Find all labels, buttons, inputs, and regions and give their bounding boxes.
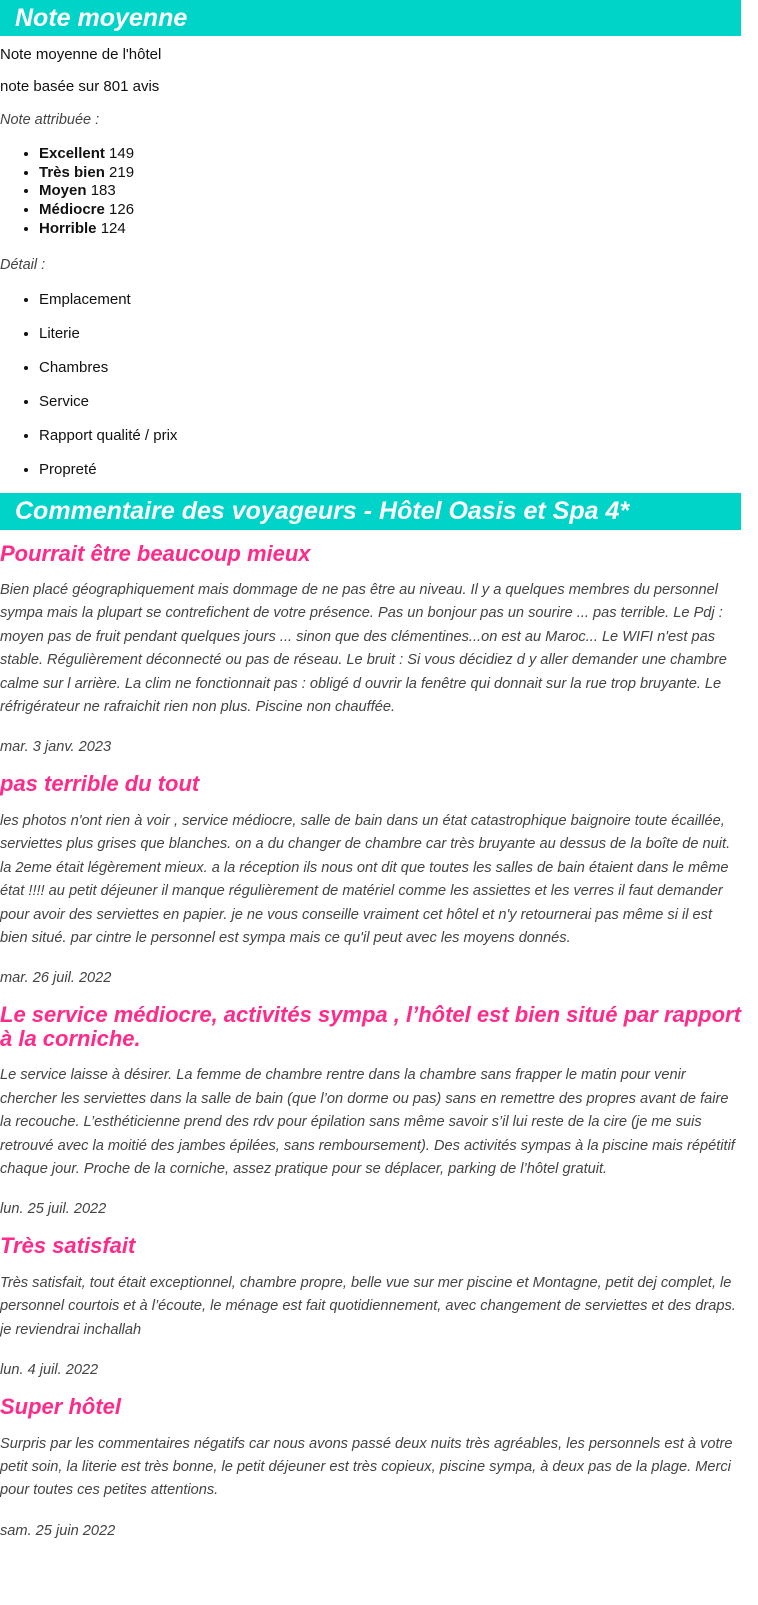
rating-distribution-list [0,145,758,239]
rating-count-value: 124 [100,219,126,237]
review-body: Très satisfait, tout était exceptionnel, chambre propre, belle vue sur mer piscine et Montagne, petit dej complet, le personnel courtois et à l’écoute, le ménage est fait quotidiennement, avec changement de serviettes et des draps. je reviendrai inchallah [0,1274,736,1338]
rating-count-item [39,164,758,183]
detail-item-cleanliness: • Propreté [39,461,758,479]
review-item [0,1003,758,1217]
review-item [0,542,758,756]
review-body: Bien placé géographiquement mais dommage de ne pas être au niveau. Il y a quelques membres du personnel sympa mais la plupart se contrefichent de votre présence. Pas un bonjour pas un sourire ... pas terrible. Le Pdj : moyen pas de fruit pendant quelques jours ... sinon que des clémentines...on est au Maroc... Le WIFI n'est pas stable. Régulièrement déconnecté ou pas de réseau. Le bruit : Si vous décidiez d y aller demander une chambre calme sur l arrière. La clim ne fonctionnait pas : obligé d ouvrir la fenêtre qui donnait sur la rue trop bruyante. Le réfrigérateur ne rafraichit rien non plus. Piscine non chauffée. [0,582,727,716]
rating-count-label: Excellent [39,145,105,162]
review-item [0,1234,758,1378]
review-date: lun. 4 juil. 2022 [0,1362,99,1379]
rating-count-label: Très bien [39,163,105,181]
detail-item-bedding: • Literie [39,325,758,343]
review-item [0,772,758,986]
rating-count-value: 219 [109,163,135,181]
review-count: note basée sur 801 avis [0,78,160,95]
rating-count-value: 149 [109,145,135,162]
rating-detail-list [0,291,758,479]
review-body: les photos n'ont rien à voir , service médiocre, salle de bain dans un état catastrophique baignoire toute écaillée, serviettes plus grises que blanches. on a du changer de chambre car très bruyante au dessus de la boîte de nuit. la 2eme était légèrement mieux. a la réception ils nous ont dit que toutes les salles de bain étaient dans le même état !!!! au petit déjeuner il manque régulièrement de matériel comme les assiettes et les verres il faut demander pour avoir des serviettes en papier. je ne vous conseille vraiment cet hôtel et n'y retournerai pas même si il est bien situé. par cintre le personnel est sympa mais ce qu'il peut avec les moyens donnés. [0,812,731,946]
average-rating-label: Note moyenne de l'hôtel [0,46,162,63]
review-title: Pourrait être beaucoup mieux [0,540,311,566]
attributed-rating-label: Note attribuée : [0,112,100,128]
review-title: pas terrible du tout [0,771,200,797]
rating-count-label: Horrible [39,219,97,237]
review-body: Le service laisse à désirer. La femme de chambre rentre dans la chambre sans frapper le matin pour venir chercher les serviettes dans la salle de bain (que l’on dorme ou pas) sans en remettre des propres avant de faire la recouche. L’esthéticienne prend des rdv pour épilation sans même savoir s’il lui reste de la cire (je me suis retrouvé avec la moitié des jambes épilées, sans remboursement). Des activités sympas à la piscine mais répétitif chaque jour. Proche de la corniche, assez pratique pour se déplacer, parking de l’hôtel gratuit. [0,1067,735,1178]
detail-item-rooms: • Chambres [39,359,758,377]
rating-count-item [39,145,758,164]
comments-section-heading: Commentaire des voyageurs - Hôtel Oasis et Spa 4* [0,493,741,530]
rating-count-value: 183 [90,182,116,200]
detail-item-location: • Emplacement [39,291,758,309]
rating-count-label: Moyen [39,182,87,200]
review-date: sam. 25 juin 2022 [0,1522,116,1539]
rating-section [0,46,758,479]
rating-section-heading: Note moyenne [0,0,741,36]
review-date: lun. 25 juil. 2022 [0,1201,107,1218]
review-title: Le service médiocre, activités sympa , l’hôtel est bien situé par rapport à la corniche. [0,1002,741,1051]
review-item [0,1395,758,1539]
review-title: Très satisfait [0,1233,136,1259]
review-title: Super hôtel [0,1394,122,1420]
reviews-list [0,542,758,1539]
detail-item-value: • Rapport qualité / prix [39,427,758,445]
detail-item-service: • Service [39,393,758,411]
rating-count-item [39,201,758,220]
rating-count-value: 126 [109,201,135,219]
detail-label: Détail : [0,256,46,273]
rating-count-item [39,220,758,239]
rating-count-label: Médiocre [39,201,105,219]
review-date: mar. 26 juil. 2022 [0,970,112,987]
review-date: mar. 3 janv. 2023 [0,739,112,756]
review-body: Surpris par les commentaires négatifs car nous avons passé deux nuits très agréables, les personnels est à votre petit soin, la literie est très bonne, le petit déjeuner est très copieux, piscine sympa, à deux pas de la plage. Merci pour toutes ces petites attentions. [0,1435,733,1499]
rating-count-item [39,182,758,201]
